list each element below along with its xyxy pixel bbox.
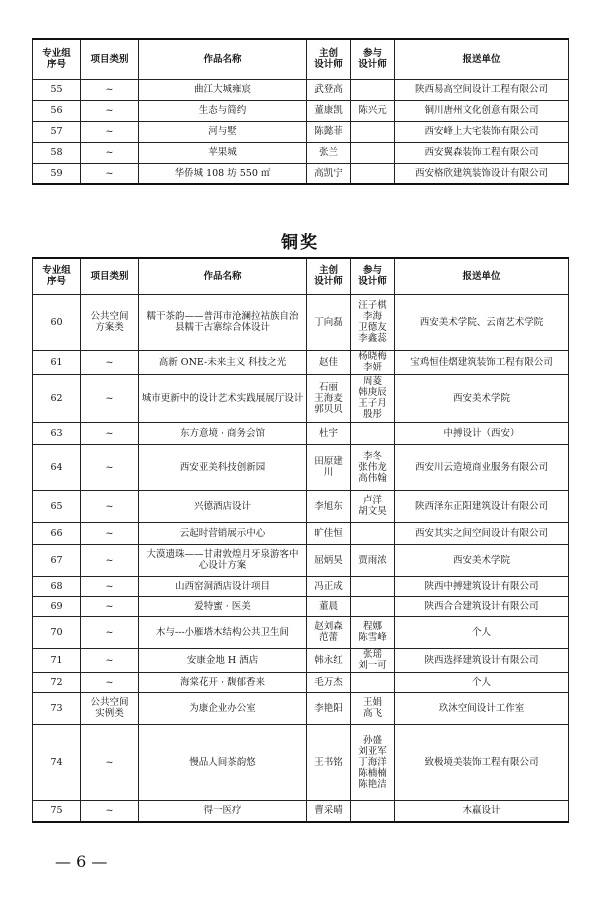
cell-work: 爱特蜜 · 医美 [139, 596, 307, 616]
cell-work: 苹果城 [139, 142, 307, 163]
cell-unit: 陕西选择建筑设计有限公司 [395, 648, 569, 672]
cell-unit: 西安美术学院、云南艺术学院 [395, 294, 569, 350]
cell-work: 高新 ONE-未来主义 科技之光 [139, 350, 307, 374]
cell-category: ~ [81, 490, 139, 522]
cell-work: 云起时营销展示中心 [139, 522, 307, 544]
cell-seq: 69 [33, 596, 81, 616]
cell-work: 兴德酒店设计 [139, 490, 307, 522]
cell-lead: 王书铭 [307, 724, 351, 800]
cell-unit: 西安川云造境商业服务有限公司 [395, 444, 569, 490]
cell-category: ~ [81, 163, 139, 184]
cell-seq: 72 [33, 672, 81, 692]
page-number: — 6 — [55, 852, 108, 871]
cell-lead: 董康凯 [307, 100, 351, 121]
cell-work: 海棠花开 · 馥郁香来 [139, 672, 307, 692]
award-table-silver-continued [32, 38, 569, 185]
table-row [33, 100, 569, 121]
header-part: 参与 设计师 [351, 258, 395, 294]
cell-part [351, 522, 395, 544]
section-title-bronze: 铜奖 [281, 233, 319, 253]
table-row [33, 163, 569, 184]
cell-part [351, 672, 395, 692]
cell-unit: 西安翼森装饰工程有限公司 [395, 142, 569, 163]
cell-category: ~ [81, 544, 139, 576]
cell-seq: 63 [33, 422, 81, 444]
cell-part: 李冬 张伟龙 高伟翰 [351, 444, 395, 490]
cell-part [351, 142, 395, 163]
cell-unit: 陕西合合建筑设计有限公司 [395, 596, 569, 616]
header-unit: 报送单位 [395, 258, 569, 294]
cell-unit: 陕西中搏建筑设计有限公司 [395, 576, 569, 596]
cell-seq: 73 [33, 692, 81, 724]
table-row [33, 374, 569, 422]
cell-category: ~ [81, 374, 139, 422]
header-work: 作品名称 [139, 39, 307, 79]
cell-work: 木与---小雁塔木结构公共卫生间 [139, 616, 307, 648]
cell-category: ~ [81, 121, 139, 142]
cell-lead: 高凯宁 [307, 163, 351, 184]
cell-seq: 57 [33, 121, 81, 142]
cell-category: ~ [81, 800, 139, 822]
cell-lead: 董晨 [307, 596, 351, 616]
cell-work: 糯干茶韵——普洱市沧澜拉祜族自治 县糯干古寨综合体设计 [139, 294, 307, 350]
header-lead: 主创 设计师 [307, 258, 351, 294]
cell-category: ~ [81, 724, 139, 800]
cell-category: ~ [81, 79, 139, 100]
cell-lead: 韩永红 [307, 648, 351, 672]
cell-seq: 74 [33, 724, 81, 800]
cell-work: 慢品人间茶韵悠 [139, 724, 307, 800]
cell-unit: 宝鸡恒佳熠建筑装饰工程有限公司 [395, 350, 569, 374]
table-row [33, 672, 569, 692]
cell-lead: 李艳阳 [307, 692, 351, 724]
cell-seq: 67 [33, 544, 81, 576]
cell-category: ~ [81, 142, 139, 163]
cell-work: 得一医疗 [139, 800, 307, 822]
cell-seq: 68 [33, 576, 81, 596]
cell-part: 程娜 陈雪峰 [351, 616, 395, 648]
cell-unit: 陕西易高空间设计工程有限公司 [395, 79, 569, 100]
header-work: 作品名称 [139, 258, 307, 294]
cell-lead: 田原建 川 [307, 444, 351, 490]
cell-lead: 屈炳昊 [307, 544, 351, 576]
table-row [33, 616, 569, 648]
table-row [33, 350, 569, 374]
cell-part [351, 79, 395, 100]
cell-part: 卢洋 胡文昊 [351, 490, 395, 522]
cell-part [351, 422, 395, 444]
header-lead: 主创 设计师 [307, 39, 351, 79]
table-row [33, 576, 569, 596]
table-row [33, 142, 569, 163]
cell-seq: 66 [33, 522, 81, 544]
cell-part [351, 800, 395, 822]
cell-seq: 60 [33, 294, 81, 350]
header-category: 项目类别 [81, 258, 139, 294]
cell-category: ~ [81, 648, 139, 672]
cell-work: 河与墅 [139, 121, 307, 142]
cell-work: 生态与简约 [139, 100, 307, 121]
header-seq: 专业组 序号 [33, 258, 81, 294]
cell-lead: 陈懿菲 [307, 121, 351, 142]
cell-unit: 个人 [395, 672, 569, 692]
cell-work: 山西窑洞酒店设计项目 [139, 576, 307, 596]
table-row [33, 79, 569, 100]
cell-unit: 个人 [395, 616, 569, 648]
cell-category: ~ [81, 422, 139, 444]
cell-seq: 55 [33, 79, 81, 100]
header-category: 项目类别 [81, 39, 139, 79]
cell-work: 安康金地 H 酒店 [139, 648, 307, 672]
cell-lead: 毛万杰 [307, 672, 351, 692]
cell-seq: 59 [33, 163, 81, 184]
cell-lead: 赵佳 [307, 350, 351, 374]
cell-work: 为康企业办公室 [139, 692, 307, 724]
cell-unit: 铜川唐州文化创意有限公司 [395, 100, 569, 121]
cell-category: 公共空间 实例类 [81, 692, 139, 724]
cell-category: ~ [81, 616, 139, 648]
cell-seq: 75 [33, 800, 81, 822]
award-table-bronze [32, 257, 569, 823]
cell-lead: 杜宇 [307, 422, 351, 444]
header-part: 参与 设计师 [351, 39, 395, 79]
cell-category: ~ [81, 100, 139, 121]
cell-part [351, 163, 395, 184]
cell-lead: 李旭东 [307, 490, 351, 522]
cell-work: 城市更新中的设计艺术实践展展厅设计 [139, 374, 307, 422]
cell-lead: 丁向磊 [307, 294, 351, 350]
cell-lead: 冯正成 [307, 576, 351, 596]
table-row [33, 724, 569, 800]
table-row [33, 490, 569, 522]
table-row [33, 294, 569, 350]
cell-lead: 张兰 [307, 142, 351, 163]
cell-seq: 58 [33, 142, 81, 163]
table-row [33, 422, 569, 444]
table-row [33, 121, 569, 142]
cell-unit: 西安格欣建筑装饰设计有限公司 [395, 163, 569, 184]
cell-work: 大漠遗珠——甘肃敦煌月牙泉游客中 心设计方案 [139, 544, 307, 576]
cell-work: 东方意境 · 商务会馆 [139, 422, 307, 444]
cell-work: 华侨城 108 坊 550 ㎡ [139, 163, 307, 184]
cell-work: 曲江大城雍宸 [139, 79, 307, 100]
cell-seq: 71 [33, 648, 81, 672]
cell-part: 孙盛 刘亚军 丁海洋 陈楠楠 陈艳洁 [351, 724, 395, 800]
table-header-row [33, 258, 569, 294]
cell-category: ~ [81, 444, 139, 490]
cell-part: 王娟 高飞 [351, 692, 395, 724]
cell-category: ~ [81, 350, 139, 374]
cell-part: 贾雨浓 [351, 544, 395, 576]
cell-unit: 西安其实之间空间设计有限公司 [395, 522, 569, 544]
table-row [33, 800, 569, 822]
table-row [33, 596, 569, 616]
cell-lead: 曹采晴 [307, 800, 351, 822]
cell-unit: 木羸设计 [395, 800, 569, 822]
cell-part: 周菱 韩庚辰 王子月 殷彤 [351, 374, 395, 422]
cell-seq: 62 [33, 374, 81, 422]
table-row [33, 522, 569, 544]
cell-unit: 致极境美装饰工程有限公司 [395, 724, 569, 800]
header-seq: 专业组 序号 [33, 39, 81, 79]
cell-part: 杨晓梅 李妍 [351, 350, 395, 374]
table-row [33, 692, 569, 724]
cell-seq: 70 [33, 616, 81, 648]
cell-seq: 61 [33, 350, 81, 374]
cell-lead: 武登高 [307, 79, 351, 100]
cell-lead: 旷佳恒 [307, 522, 351, 544]
cell-category: 公共空间 方案类 [81, 294, 139, 350]
cell-part: 汪子棋 李海 卫德友 李鑫蕊 [351, 294, 395, 350]
cell-category: ~ [81, 576, 139, 596]
cell-unit: 陕西泽东正阳建筑设计有限公司 [395, 490, 569, 522]
table-row [33, 544, 569, 576]
cell-lead: 赵刘森 范蕾 [307, 616, 351, 648]
cell-part [351, 576, 395, 596]
cell-category: ~ [81, 672, 139, 692]
cell-part: 陈兴元 [351, 100, 395, 121]
cell-seq: 65 [33, 490, 81, 522]
cell-part: 张瑶 刘一可 [351, 648, 395, 672]
cell-unit: 西安峰上大宅装饰有限公司 [395, 121, 569, 142]
header-unit: 报送单位 [395, 39, 569, 79]
cell-category: ~ [81, 522, 139, 544]
cell-unit: 玖沐空间设计工作室 [395, 692, 569, 724]
cell-part [351, 121, 395, 142]
cell-work: 西安亚美科技创新园 [139, 444, 307, 490]
cell-part [351, 596, 395, 616]
cell-unit: 西安美术学院 [395, 544, 569, 576]
cell-seq: 56 [33, 100, 81, 121]
cell-unit: 西安美术学院 [395, 374, 569, 422]
cell-unit: 中搏设计（西安） [395, 422, 569, 444]
table-row [33, 648, 569, 672]
cell-seq: 64 [33, 444, 81, 490]
cell-lead: 石丽 王海麦 郭贝贝 [307, 374, 351, 422]
cell-category: ~ [81, 596, 139, 616]
table-row [33, 444, 569, 490]
table-header-row [33, 39, 569, 79]
